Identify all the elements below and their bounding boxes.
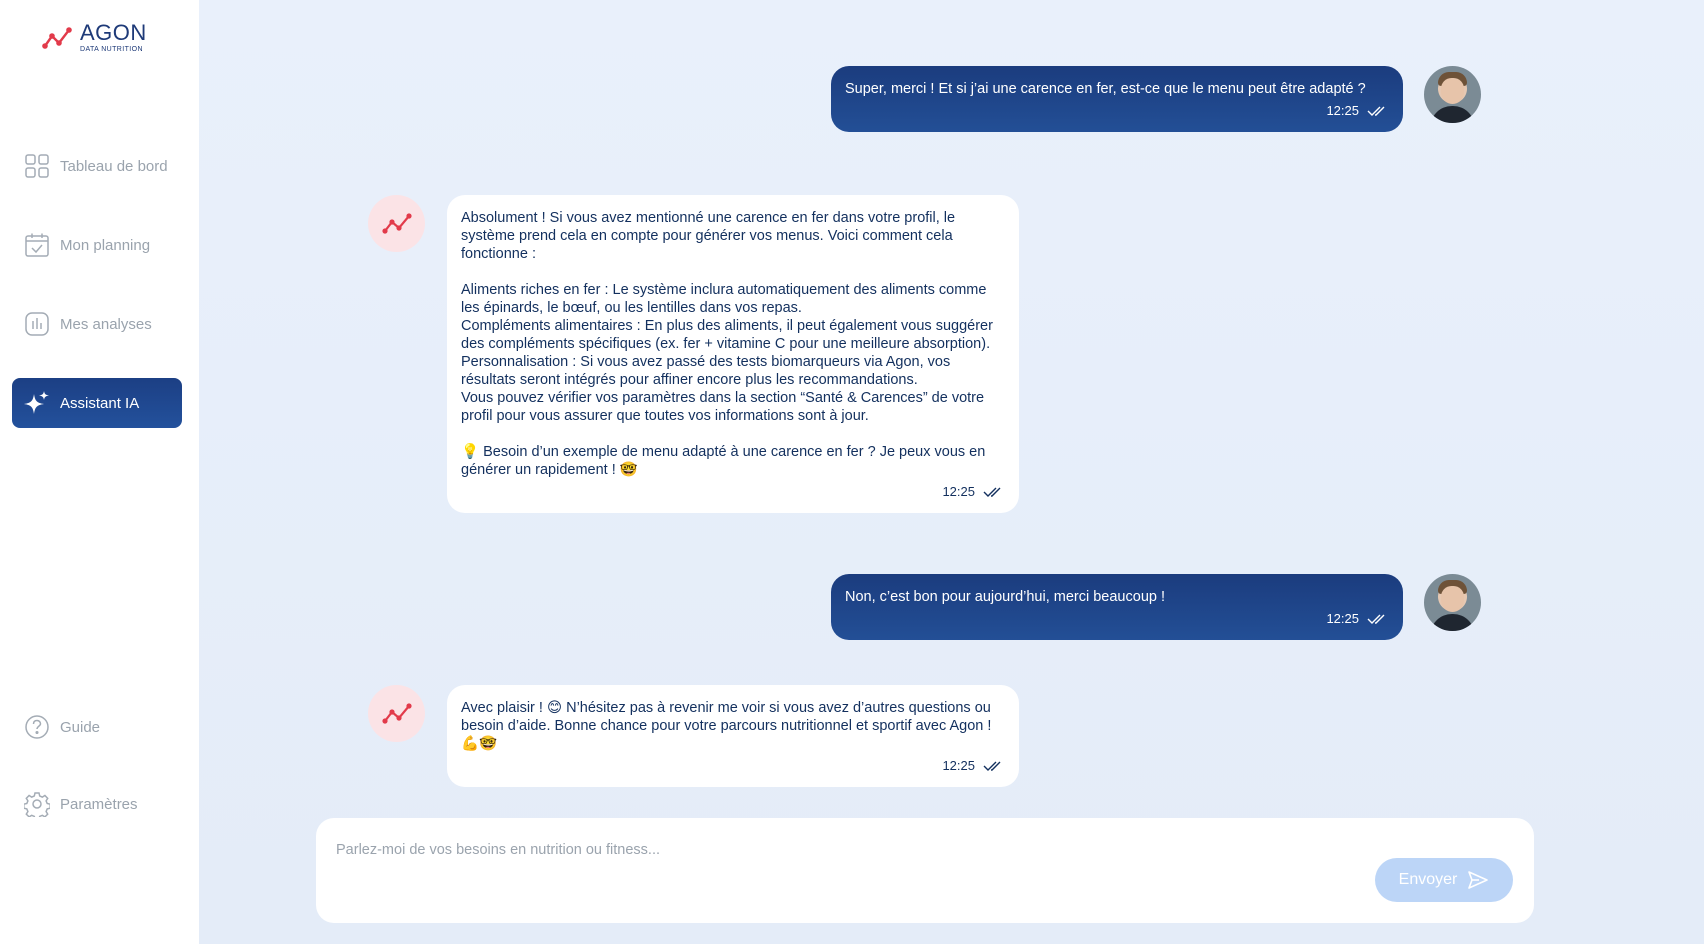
double-check-icon	[1367, 105, 1389, 117]
sidebar-item-label: Mes analyses	[60, 315, 152, 333]
user-avatar	[1424, 66, 1481, 123]
message-time: 12:25	[942, 484, 975, 499]
brand-subtitle: DATA NUTRITION	[80, 46, 143, 53]
message-assistant	[447, 685, 1019, 787]
chat-input[interactable]	[336, 838, 1236, 862]
assistant-avatar	[368, 195, 425, 252]
sidebar-item-analyses[interactable]	[12, 299, 182, 349]
send-button[interactable]	[1375, 858, 1513, 902]
message-text: Non, c’est bon pour aujourd’hui, merci beaucoup !	[845, 589, 1165, 605]
sidebar-item-label: Assistant IA	[60, 394, 140, 412]
double-check-icon	[983, 760, 1005, 772]
message-time: 12:25	[942, 758, 975, 773]
sidebar-item-assistant[interactable]	[12, 378, 182, 428]
sidebar-item-label: Guide	[60, 718, 101, 736]
agon-logo-icon	[382, 212, 412, 236]
message-text: Super, merci ! Et si j’ai une carence en fer, est-ce que le menu peut être adapté ?	[845, 81, 1366, 97]
sparkle-icon	[24, 390, 50, 416]
message-text: Avec plaisir ! 😊 N’hésitez pas à revenir me voir si vous avez d’autres questions ou besoin d’aide. Bonne chance pour votre parcours nutritionnel et sportif avec Agon ! 💪🤓	[461, 700, 992, 752]
sidebar	[0, 0, 199, 944]
sidebar-item-guide[interactable]	[12, 702, 182, 752]
sidebar-item-label: Paramètres	[60, 795, 138, 813]
message-text: Absolument ! Si vous avez mentionné une carence en fer dans votre profil, le système prend cela en compte pour générer vos menus. Voici comment cela fonctionne : Aliments riches en fer : Le système inclura automatiquement des aliments comme les épinards, le bœuf, ou les lentilles dans vos repas. Compléments alimentaires : En plus des aliments, il peut également vous suggérer des compléments spécifiques (ex. fer + vitamine C pour une meilleure absorption). Personnalisation : Si vous avez passé des tests biomarqueurs via Agon, vos résultats seront intégrés pour affiner encore plus les recommandations. Vous pouvez vérifier vos paramètres dans la section “Santé & Carences” de votre profil pour vous assurer que toutes vos informations sont à jour. 💡 Besoin d’un exemple de menu adapté à une carence en fer ? Je peux vous en générer un rapidement ! 🤓	[461, 210, 993, 478]
sidebar-item-label: Tableau de bord	[60, 157, 168, 175]
message-time: 12:25	[1326, 103, 1359, 118]
double-check-icon	[1367, 613, 1389, 625]
grid-icon	[24, 153, 50, 179]
message-composer	[316, 818, 1534, 923]
help-icon	[24, 714, 50, 740]
send-button-label: Envoyer	[1398, 871, 1458, 888]
sidebar-item-label: Mon planning	[60, 236, 151, 254]
agon-logo-icon	[382, 702, 412, 726]
gear-icon	[24, 791, 50, 817]
message-assistant	[447, 195, 1019, 513]
brand-logo[interactable]	[42, 22, 147, 53]
message-user	[831, 66, 1403, 132]
brand-name: AGON	[80, 20, 147, 45]
sidebar-item-dashboard[interactable]	[12, 141, 182, 191]
message-time: 12:25	[1326, 611, 1359, 626]
user-avatar	[1424, 574, 1481, 631]
double-check-icon	[983, 486, 1005, 498]
chart-icon	[24, 311, 50, 337]
sidebar-item-planning[interactable]	[12, 220, 182, 270]
message-user	[831, 574, 1403, 640]
calendar-icon	[24, 232, 50, 258]
agon-logo-icon	[42, 24, 74, 52]
assistant-avatar	[368, 685, 425, 742]
sidebar-item-settings[interactable]	[12, 779, 182, 829]
send-icon	[1467, 869, 1489, 891]
